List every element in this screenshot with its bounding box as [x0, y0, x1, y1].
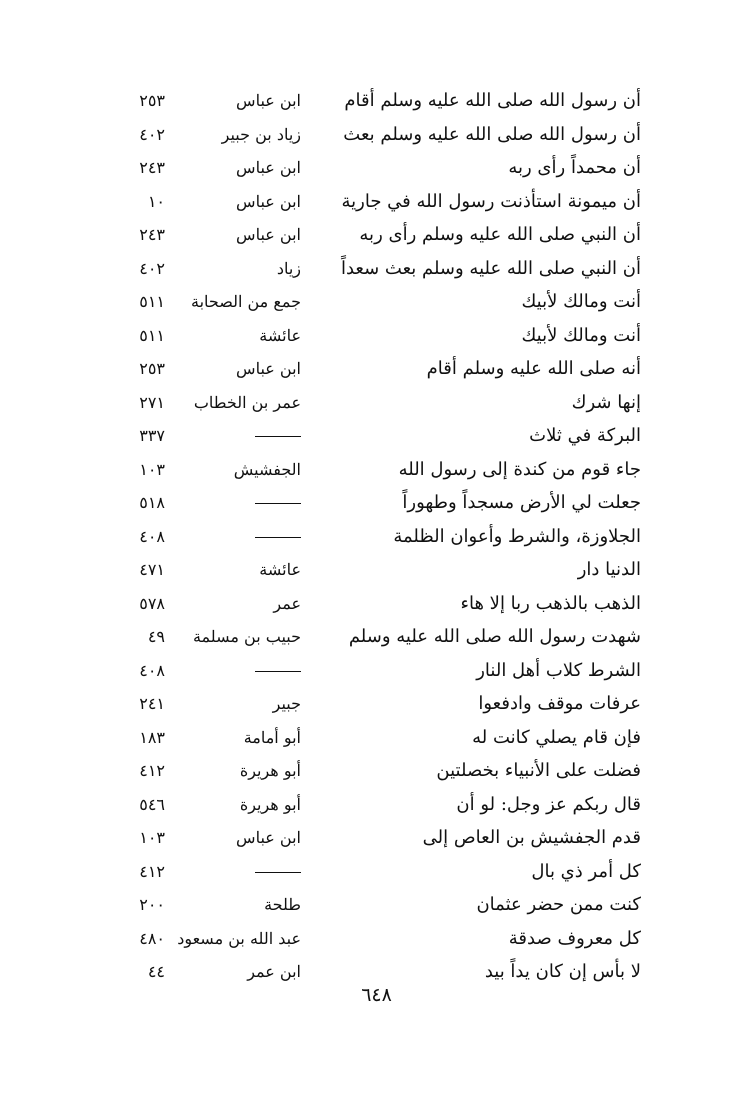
- hadith-text: أن ميمونة استأذنت رسول الله في جارية: [341, 190, 641, 212]
- page-reference: ٢٤١: [139, 694, 165, 713]
- table-row: [0, 522, 753, 556]
- page-reference: ٢٧١: [139, 392, 165, 412]
- narrator-name: طلحة: [264, 895, 301, 914]
- page-reference: ٤٠٨: [139, 526, 165, 546]
- table-row: [0, 756, 753, 790]
- hadith-text: الذهب بالذهب ربا إلا هاء: [460, 592, 641, 614]
- page-reference: ٢٤٣: [139, 225, 165, 244]
- hadith-text: أنه صلى الله عليه وسلم أقام: [426, 358, 641, 379]
- hadith-text: جاء قوم من كندة إلى رسول الله: [398, 458, 641, 480]
- page-reference: ٥٧٨: [139, 593, 165, 613]
- narrator-name: زياد بن جبير: [221, 124, 301, 144]
- table-row: [0, 723, 753, 757]
- narrator-name: أبو أمامة: [243, 727, 301, 747]
- narrator-dash: [141, 862, 301, 881]
- narrator-name: زياد: [276, 258, 301, 278]
- page-reference: ٥١١: [139, 325, 165, 345]
- page-reference: ٥١١: [139, 292, 165, 311]
- hadith-text: الدنيا دار: [577, 559, 641, 580]
- table-row: [0, 622, 753, 656]
- narrator-name: ابن عمر: [247, 962, 301, 981]
- dash-line: [255, 671, 301, 672]
- dash-line: [255, 436, 301, 437]
- narrator-name: ابن عباس: [236, 828, 301, 847]
- hadith-text: البركة في ثلاث: [529, 425, 641, 446]
- page-number: ٦٤٨: [361, 984, 392, 1006]
- narrator-dash: [141, 661, 301, 680]
- page-reference: ٤٩: [147, 627, 165, 646]
- narrator-name: أبو هريرة: [239, 794, 301, 814]
- hadith-text: كل أمر ذي بال: [531, 860, 641, 882]
- page-reference: ٤٨٠: [139, 928, 165, 948]
- narrator-name: عبد الله بن مسعود: [177, 928, 301, 948]
- table-row: [0, 924, 753, 958]
- narrator-dash: [141, 426, 301, 445]
- page-reference: ٤١٢: [139, 761, 165, 780]
- hadith-text: كنت ممن حضر عثمان: [476, 894, 641, 915]
- table-row: [0, 86, 753, 120]
- table-row: [0, 589, 753, 623]
- page-reference: ١٠: [147, 191, 165, 211]
- narrator-name: عمر بن الخطاب: [193, 392, 301, 412]
- narrator-name: ابن عباس: [236, 158, 301, 177]
- page-reference: ٤٧١: [139, 560, 165, 579]
- table-row: [0, 790, 753, 824]
- page-reference: ٤٤: [147, 962, 165, 981]
- hadith-text: قدم الجفشيش بن العاص إلى: [422, 827, 641, 848]
- narrator-name: حبيب بن مسلمة: [192, 627, 301, 646]
- page-reference: ٤٠٢: [139, 124, 165, 144]
- hadith-text: الجلاوزة، والشرط وأعوان الظلمة: [393, 525, 641, 547]
- narrator-name: الجفشيش: [233, 459, 301, 479]
- narrator-name: عمر: [273, 593, 301, 613]
- page-reference: ٣٣٧: [139, 426, 165, 445]
- table-row: [0, 220, 753, 254]
- table-row: [0, 488, 753, 522]
- hadith-text: أنت ومالك لأبيك: [521, 324, 641, 346]
- narrator-name: جبير: [272, 694, 301, 713]
- page-reference: ٥٤٦: [139, 794, 165, 814]
- table-row: [0, 321, 753, 355]
- narrator-dash: [141, 493, 301, 512]
- table-row: [0, 153, 753, 187]
- table-row: [0, 354, 753, 388]
- hadith-text: أن النبي صلى الله عليه وسلم رأى ربه: [359, 224, 641, 245]
- hadith-text: أن رسول الله صلى الله عليه وسلم أقام: [344, 90, 641, 111]
- page-reference: ٢٥٣: [139, 91, 165, 110]
- hadith-index-table: [0, 86, 753, 991]
- page-reference: ٤٠٨: [139, 660, 165, 680]
- table-row: [0, 890, 753, 924]
- table-row: [0, 656, 753, 690]
- table-row: [0, 388, 753, 422]
- hadith-text: شهدت رسول الله صلى الله عليه وسلم: [348, 626, 641, 647]
- table-row: [0, 857, 753, 891]
- narrator-name: ابن عباس: [236, 91, 301, 110]
- page-reference: ١٨٣: [139, 727, 165, 747]
- table-row: [0, 823, 753, 857]
- table-row: [0, 254, 753, 288]
- dash-line: [255, 537, 301, 538]
- hadith-text: أن النبي صلى الله عليه وسلم بعث سعداً: [340, 257, 641, 279]
- narrator-name: عائشة: [259, 325, 301, 345]
- hadith-text: فضلت على الأنبياء بخصلتين: [436, 760, 641, 781]
- page-reference: ٥١٨: [139, 493, 165, 512]
- page-reference: ٤١٢: [139, 861, 165, 881]
- narrator-dash: [141, 527, 301, 546]
- page-reference: ١٠٣: [139, 459, 165, 479]
- narrator-name: ابن عباس: [236, 359, 301, 378]
- table-row: [0, 455, 753, 489]
- page-reference: ١٠٣: [139, 828, 165, 847]
- narrator-name: ابن عباس: [236, 225, 301, 244]
- table-row: [0, 555, 753, 589]
- table-row: [0, 187, 753, 221]
- table-row: [0, 120, 753, 154]
- dash-line: [255, 503, 301, 504]
- dash-line: [255, 872, 301, 873]
- hadith-text: كل معروف صدقة: [508, 927, 641, 949]
- page-reference: ٢٥٣: [139, 359, 165, 378]
- hadith-text: قال ربكم عز وجل: لو أن: [456, 793, 641, 815]
- hadith-text: لا بأس إن كان يداً بيد: [484, 961, 641, 982]
- hadith-text: أنت ومالك لأبيك: [521, 291, 641, 312]
- page-reference: ٢٠٠: [139, 895, 165, 914]
- narrator-name: جمع من الصحابة: [190, 292, 301, 311]
- narrator-name: ابن عباس: [236, 191, 301, 211]
- page-reference: ٢٤٣: [139, 158, 165, 177]
- table-row: [0, 421, 753, 455]
- hadith-text: أن محمداً رأى ربه: [508, 157, 641, 178]
- narrator-name: عائشة: [259, 560, 301, 579]
- hadith-text: الشرط كلاب أهل النار: [476, 659, 641, 681]
- hadith-text: جعلت لي الأرض مسجداً وطهوراً: [402, 492, 641, 513]
- hadith-text: عرفات موقف وادفعوا: [478, 693, 641, 714]
- hadith-text: أن رسول الله صلى الله عليه وسلم بعث: [343, 123, 641, 145]
- narrator-name: أبو هريرة: [239, 761, 301, 780]
- table-row: [0, 287, 753, 321]
- hadith-text: فإن قام يصلي كانت له: [472, 726, 641, 748]
- table-row: [0, 689, 753, 723]
- hadith-text: إنها شرك: [571, 391, 641, 413]
- page-reference: ٤٠٢: [139, 258, 165, 278]
